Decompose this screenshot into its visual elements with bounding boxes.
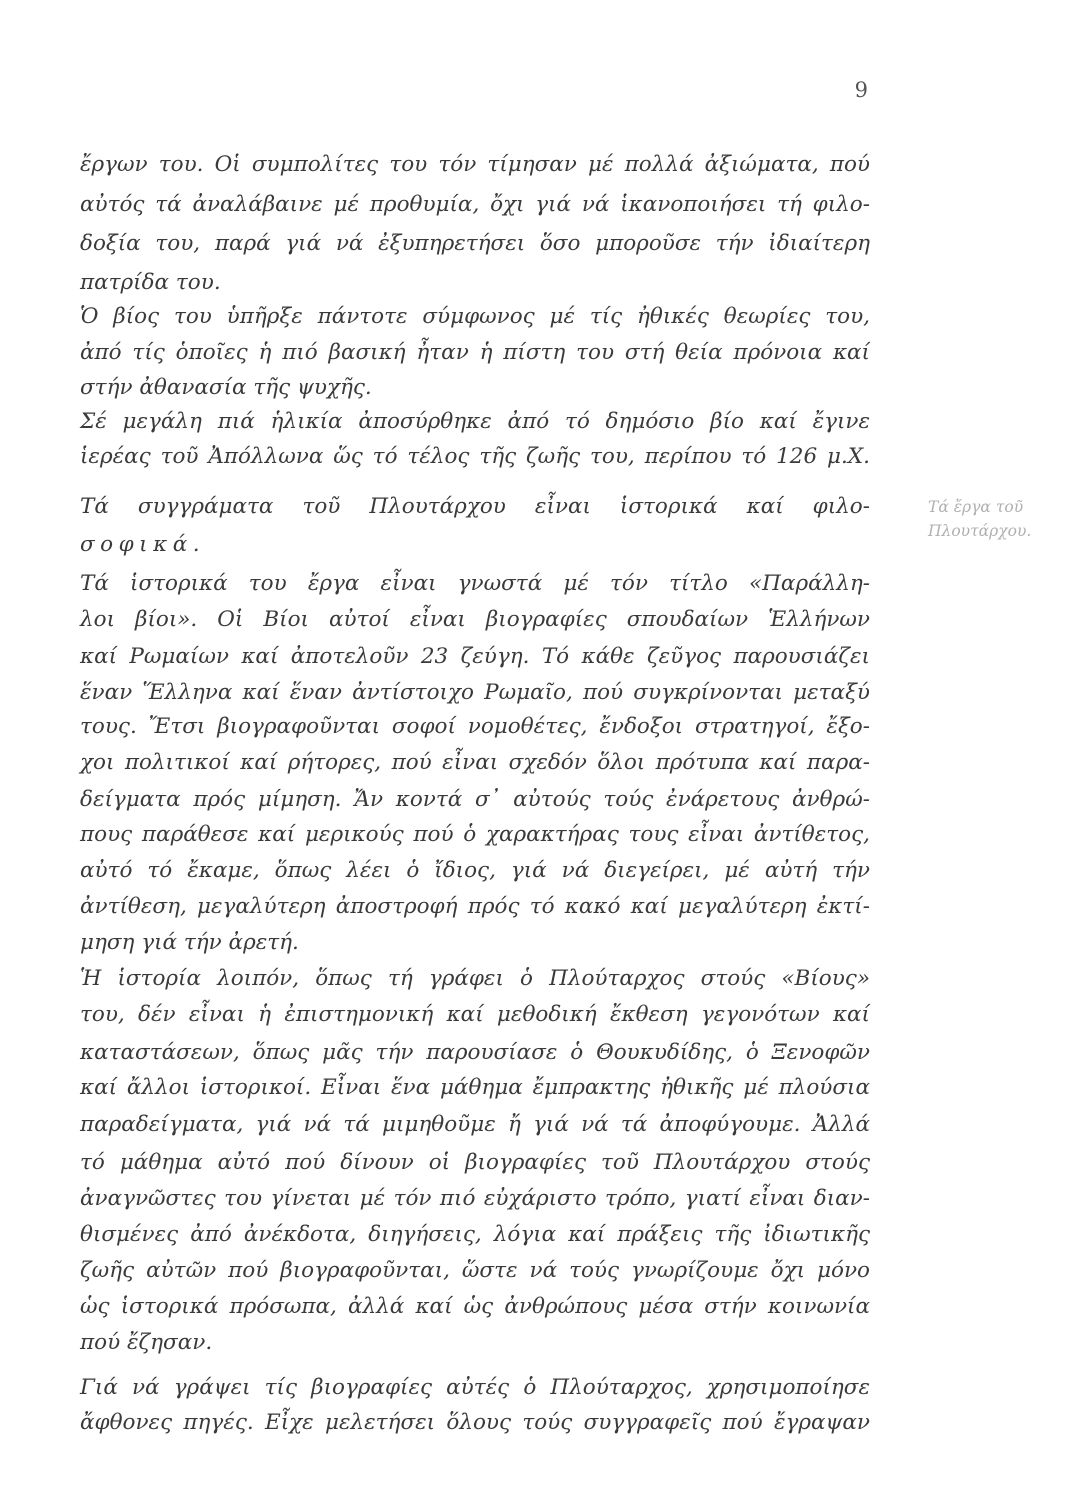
margin-note-line: Τά ἔργα τοῦ <box>928 498 1024 516</box>
text-line: παραδείγματα, γιά νά τά μιμηθοῦμε ἤ γιά νά τά ἀποφύγουμε. Ἀλλά <box>80 1112 870 1137</box>
text-line: καταστάσεων, ὅπως μᾶς τήν παρουσίασε ὁ Θουκυδίδης, ὁ Ξενοφῶν <box>80 1040 870 1065</box>
text-line: μηση γιά τήν ἀρετή. <box>80 930 299 955</box>
text-line: τό μάθημα αὐτό πού δίνουν οἱ βιογραφίες τοῦ Πλουτάρχου στούς <box>80 1150 870 1175</box>
text-line: καί Ρωμαίων καί ἀποτελοῦν 23 ζεύγη. Τό κάθε ζεῦγος παρουσιάζει <box>80 644 870 669</box>
text-line: Γιά νά γράψει τίς βιογραφίες αὐτές ὁ Πλούταρχος, χρησιμοποίησε <box>80 1375 870 1400</box>
text-line: ὡς ἱστορικά πρόσωπα, ἀλλά καί ὡς ἀνθρώπους μέσα στήν κοινωνία <box>80 1294 870 1319</box>
text-line: ζωῆς αὐτῶν πού βιογραφοῦνται, ὥστε νά τούς γνωρίζουμε ὄχι μόνο <box>80 1258 870 1283</box>
text-line: δείγματα πρός μίμηση. Ἄν κοντά σ᾽ αὐτούς τούς ἐνάρετους ἀνθρώ- <box>80 787 870 812</box>
text-line: Τά ἱστορικά του ἔργα εἶναι γνωστά μέ τόν τίτλο «Παράλλη- <box>80 571 870 596</box>
text-line: ἄφθονες πηγές. Εἶχε μελετήσει ὅλους τούς συγγραφεῖς πού ἔγραψαν <box>80 1410 870 1435</box>
text-line: πού ἔζησαν. <box>80 1330 213 1355</box>
text-line: θισμένες ἀπό ἀνέκδοτα, διηγήσεις, λόγια καί πράξεις τῆς ἰδιωτικῆς <box>80 1222 870 1247</box>
text-line: Ὁ βίος του ὑπῆρξε πάντοτε σύμφωνος μέ τίς ἠθικές θεωρίες του, <box>80 304 870 329</box>
text-line: ἀπό τίς ὁποῖες ἡ πιό βασική ἦταν ἡ πίστη του στή θεία πρόνοια καί <box>80 340 870 365</box>
text-line: αὐτός τά ἀναλάβαινε μέ προθυμία, ὄχι γιά νά ἱκανοποιήσει τή φιλο- <box>80 192 870 217</box>
text-line: Τά συγγράματα τοῦ Πλουτάρχου εἶναι ἱστορικά καί φιλο- <box>80 494 870 519</box>
text-line: πους παράθεσε καί μερικούς πού ὁ χαρακτήρας τους εἶναι ἀντίθετος, <box>80 822 870 847</box>
text-line: στήν ἀθανασία τῆς ψυχῆς. <box>80 375 372 400</box>
text-line: δοξία του, παρά γιά νά ἐξυπηρετήσει ὅσο μποροῦσε τήν ἰδιαίτερη <box>80 231 870 256</box>
page-number: 9 <box>854 78 868 102</box>
text-line: του, δέν εἶναι ἡ ἐπιστημονική καί μεθοδική ἔκθεση γεγονότων καί <box>80 1002 870 1027</box>
text-line: ἀναγνῶστες του γίνεται μέ τόν πιό εὐχάριστο τρόπο, γιατί εἶναι διαν- <box>80 1186 870 1211</box>
margin-note-line: Πλουτάρχου. <box>928 522 1032 540</box>
text-line: σοφικά. <box>80 532 206 557</box>
text-line: αὐτό τό ἔκαμε, ὅπως λέει ὁ ἴδιος, γιά νά διεγείρει, μέ αὐτή τήν <box>80 858 870 883</box>
text-line: Σέ μεγάλη πιά ἡλικία ἀποσύρθηκε ἀπό τό δημόσιο βίο καί ἔγινε <box>80 409 870 434</box>
text-line: πατρίδα του. <box>80 270 221 295</box>
text-line: καί ἄλλοι ἱστορικοί. Εἶναι ἕνα μάθημα ἔμπρακτης ἠθικῆς μέ πλούσια <box>80 1075 870 1100</box>
text-line: λοι βίοι». Οἱ Βίοι αὐτοί εἶναι βιογραφίες σπουδαίων Ἑλλήνων <box>80 607 870 632</box>
text-line: Ἡ ἱστορία λοιπόν, ὅπως τή γράφει ὁ Πλούταρχος στούς «Βίους» <box>80 966 870 991</box>
text-line: ἕναν Ἕλληνα καί ἕναν ἀντίστοιχο Ρωμαῖο, πού συγκρίνονται μεταξύ <box>80 680 870 705</box>
text-line: τους. Ἔτσι βιογραφοῦνται σοφοί νομοθέτες, ἔνδοξοι στρατηγοί, ἔξο- <box>80 714 870 739</box>
text-line: ἱερέας τοῦ Ἀπόλλωνα ὥς τό τέλος τῆς ζωῆς του, περίπου τό 126 μ.Χ. <box>80 444 870 469</box>
text-line: χοι πολιτικοί καί ρήτορες, πού εἶναι σχεδόν ὅλοι πρότυπα καί παρα- <box>80 750 870 775</box>
text-line: ἀντίθεση, μεγαλύτερη ἀποστροφή πρός τό κακό καί μεγαλύτερη ἐκτί- <box>80 894 870 919</box>
text-line: ἔργων του. Οἱ συμπολίτες του τόν τίμησαν μέ πολλά ἀξιώματα, πού <box>80 152 870 177</box>
